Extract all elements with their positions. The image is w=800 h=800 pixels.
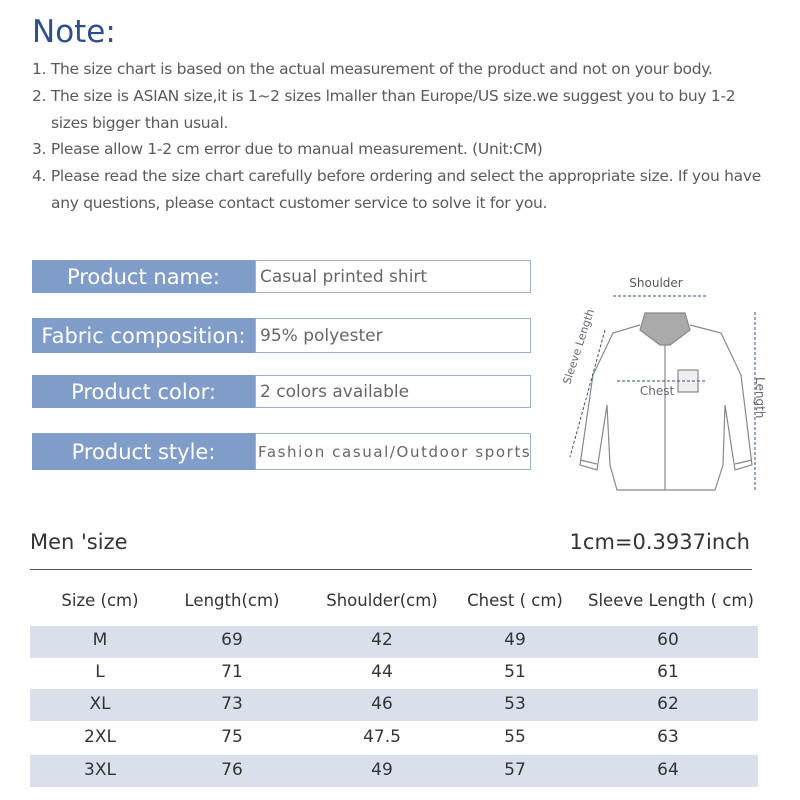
measurement-cell: 51 bbox=[504, 662, 526, 682]
measurement-cell: 75 bbox=[221, 727, 243, 747]
style-label: Product style: bbox=[32, 433, 255, 470]
measurement-cell: 62 bbox=[657, 694, 679, 714]
table-header: Chest ( cm) bbox=[467, 591, 563, 610]
note-line-3: 3. Please allow 1-2 cm error due to manual measurement. (Unit:CM) bbox=[32, 140, 543, 158]
measurement-cell: 76 bbox=[221, 760, 243, 780]
measurement-cell: 57 bbox=[504, 760, 526, 780]
chest-label: Chest bbox=[639, 384, 675, 398]
measurement-cell: 73 bbox=[221, 694, 243, 714]
measurement-cell: 71 bbox=[221, 662, 243, 682]
shirt-outline-icon bbox=[580, 313, 752, 490]
product-name-value: Casual printed shirt bbox=[255, 260, 531, 293]
measurement-cell: 63 bbox=[657, 727, 679, 747]
measurement-cell: 44 bbox=[371, 662, 393, 682]
measurement-cell: 69 bbox=[221, 630, 243, 650]
measurement-cell: 53 bbox=[504, 694, 526, 714]
unit-conversion: 1cm=0.3937inch bbox=[569, 530, 750, 554]
sleeve-label: Sleeve Length bbox=[560, 307, 598, 386]
size-section-title: Men 'size bbox=[30, 530, 128, 554]
size-cell: L bbox=[95, 662, 105, 682]
length-label: Length bbox=[753, 377, 767, 419]
measurement-cell: 61 bbox=[657, 662, 679, 682]
table-header: Length(cm) bbox=[184, 591, 280, 610]
fabric-label: Fabric composition: bbox=[32, 318, 255, 353]
measurement-cell: 55 bbox=[504, 727, 526, 747]
note-line-4: 4. Please read the size chart carefully before ordering and select the appropriate size. If you have bbox=[32, 167, 761, 185]
note-line-2-cont: sizes bigger than usual. bbox=[51, 114, 229, 132]
shoulder-label: Shoulder bbox=[629, 276, 683, 290]
note-line-4-cont: any questions, please contact customer service to solve it for you. bbox=[51, 194, 548, 212]
color-value: 2 colors available bbox=[255, 375, 531, 408]
shirt-diagram bbox=[545, 265, 795, 495]
measurement-cell: 46 bbox=[371, 694, 393, 714]
measurement-cell: 60 bbox=[657, 630, 679, 650]
size-cell: 3XL bbox=[84, 760, 116, 780]
note-title: Note: bbox=[32, 14, 116, 50]
fabric-value: 95% polyester bbox=[255, 318, 531, 353]
note-line-2: 2. The size is ASIAN size,it is 1~2 sizes lmaller than Europe/US size.we suggest you to buy 1-2 bbox=[32, 87, 736, 105]
size-cell: M bbox=[92, 630, 108, 650]
measurement-cell: 42 bbox=[371, 630, 393, 650]
divider bbox=[30, 569, 752, 570]
measurement-cell: 47.5 bbox=[363, 727, 401, 747]
product-name-label: Product name: bbox=[32, 260, 255, 293]
note-line-1: 1. The size chart is based on the actual measurement of the product and not on your body. bbox=[32, 60, 713, 78]
style-value: Fashion casual/Outdoor sports bbox=[255, 433, 531, 470]
color-label: Product color: bbox=[32, 375, 255, 408]
measurement-cell: 49 bbox=[504, 630, 526, 650]
measurement-cell: 64 bbox=[657, 760, 679, 780]
table-header: Size (cm) bbox=[61, 591, 139, 610]
table-header: Shoulder(cm) bbox=[326, 591, 438, 610]
size-cell: XL bbox=[89, 694, 111, 714]
size-cell: 2XL bbox=[84, 727, 116, 747]
table-header: Sleeve Length ( cm) bbox=[588, 591, 754, 610]
measurement-cell: 49 bbox=[371, 760, 393, 780]
